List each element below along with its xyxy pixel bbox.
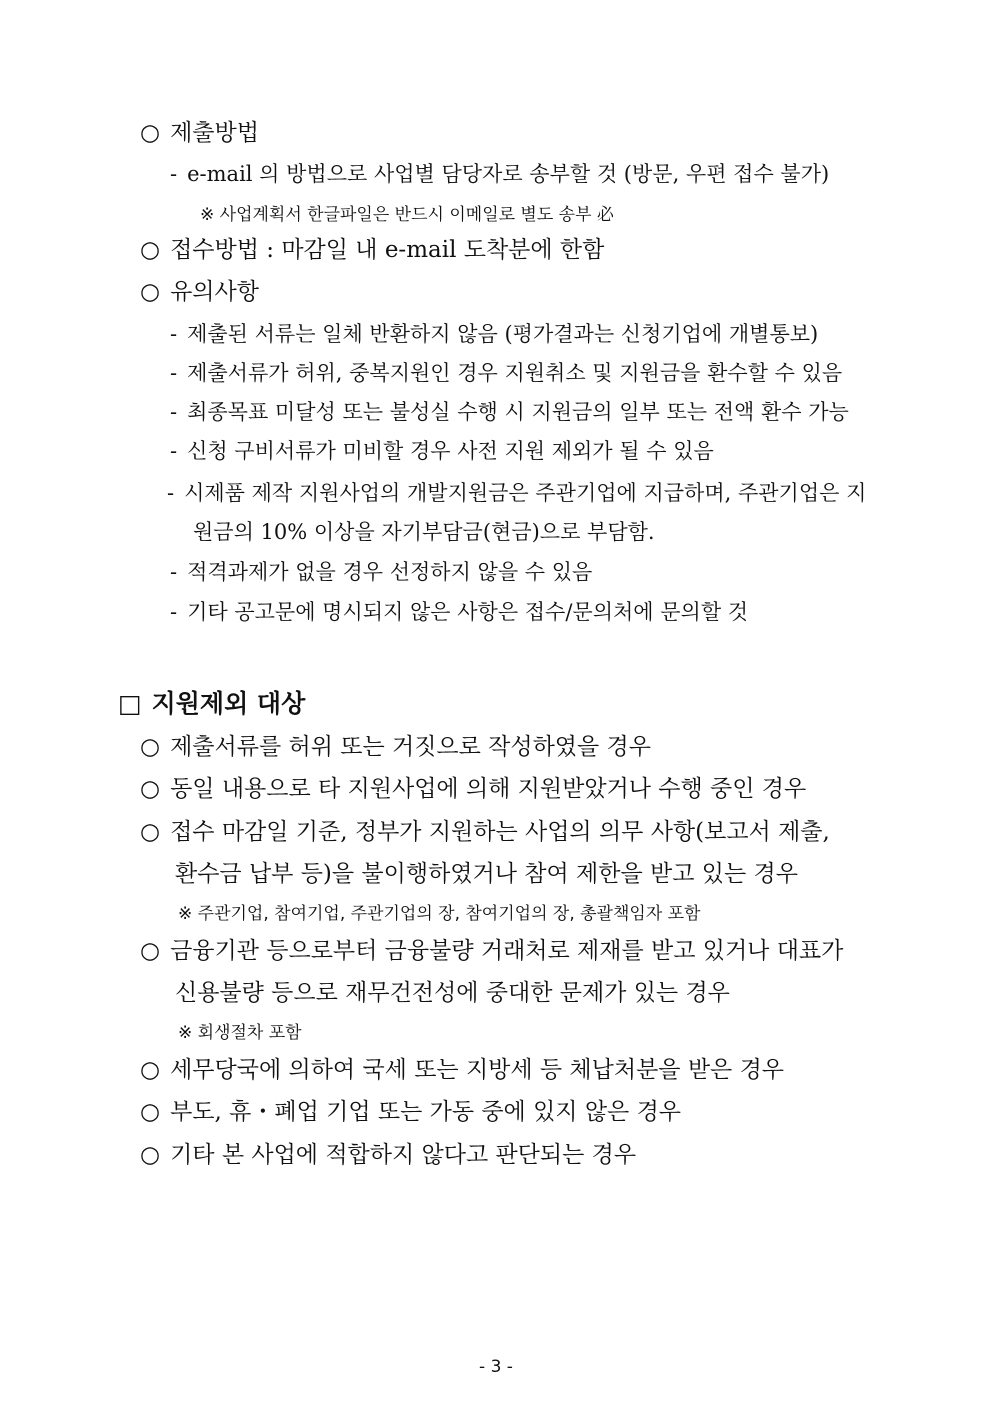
- caution-item: - 최종목표 미달성 또는 불성실 수행 시 지원금의 일부 또는 전액 환수 가능: [170, 400, 849, 424]
- box-bullet-icon: □: [118, 689, 142, 718]
- dash-bullet: -: [170, 322, 178, 346]
- dash-bullet: -: [170, 361, 178, 385]
- caution-item: - 신청 구비서류가 미비할 경우 사전 지원 제외가 될 수 있음: [170, 439, 714, 463]
- caution-item: - 제출서류가 허위, 중복지원인 경우 지원취소 및 지원금을 환수할 수 있음: [170, 361, 843, 385]
- circle-bullet-icon: ○: [140, 120, 161, 146]
- dash-bullet: -: [167, 481, 175, 505]
- exclusion-item: ○ 동일 내용으로 타 지원사업에 의해 지원받았거나 수행 중인 경우: [140, 776, 807, 802]
- caution-item-continuation: 원금의 10% 이상을 자기부담금(현금)으로 부담함.: [193, 520, 655, 544]
- circle-bullet-icon: ○: [140, 279, 161, 305]
- exclusion-item-continuation: 신용불량 등으로 재무건전성에 중대한 문제가 있는 경우: [175, 980, 730, 1006]
- exclusion-item: ○ 접수 마감일 기준, 정부가 지원하는 사업의 의무 사항(보고서 제출,: [140, 819, 830, 845]
- circle-bullet-icon: ○: [140, 1057, 161, 1083]
- caution-item: - 기타 공고문에 명시되지 않은 사항은 접수/문의처에 문의할 것: [170, 600, 749, 624]
- caution-item: - 제출된 서류는 일체 반환하지 않음 (평가결과는 신청기업에 개별통보): [170, 322, 819, 346]
- exclusion-item: ○ 부도, 휴・폐업 기업 또는 가동 중에 있지 않은 경우: [140, 1099, 682, 1125]
- exclusion-item: ○ 세무당국에 의하여 국세 또는 지방세 등 체납처분을 받은 경우: [140, 1057, 785, 1083]
- circle-bullet-icon: ○: [140, 938, 161, 964]
- exclusion-item: ○ 제출서류를 허위 또는 거짓으로 작성하였을 경우: [140, 734, 651, 760]
- exclusion-item-continuation: 환수금 납부 등)을 불이행하였거나 참여 제한을 받고 있는 경우: [175, 861, 798, 887]
- dash-bullet: -: [170, 600, 178, 624]
- circle-bullet-icon: ○: [140, 237, 161, 263]
- page-number: - 3 -: [479, 1357, 513, 1377]
- circle-bullet-icon: ○: [140, 734, 161, 760]
- dash-bullet: -: [170, 162, 178, 186]
- exclusion-item: ○ 금융기관 등으로부터 금융불량 거래처로 제재를 받고 있거나 대표가: [140, 938, 844, 964]
- circle-bullet-icon: ○: [140, 1142, 161, 1168]
- circle-bullet-icon: ○: [140, 776, 161, 802]
- exclusion-item: ○ 기타 본 사업에 적합하지 않다고 판단되는 경우: [140, 1142, 637, 1168]
- caution-item: - 적격과제가 없을 경우 선정하지 않을 수 있음: [170, 560, 593, 584]
- caution-item: - 시제품 제작 지원사업의 개발지원금은 주관기업에 지급하며, 주관기업은 지: [167, 481, 867, 505]
- submission-method-note: ※ 사업계획서 한글파일은 반드시 이메일로 별도 송부 必: [200, 205, 614, 225]
- dash-bullet: -: [170, 439, 178, 463]
- exclusion-note: ※ 주관기업, 참여기업, 주관기업의 장, 참여기업의 장, 총괄책임자 포함: [178, 904, 701, 924]
- exclusion-heading: □ 지원제외 대상: [118, 689, 306, 718]
- submission-method-item: - e-mail 의 방법으로 사업별 담당자로 송부할 것 (방문, 우편 접수 불가): [170, 162, 830, 186]
- dash-bullet: -: [170, 560, 178, 584]
- dash-bullet: -: [170, 400, 178, 424]
- submission-receipt: ○ 접수방법 : 마감일 내 e-mail 도착분에 한함: [140, 237, 605, 263]
- circle-bullet-icon: ○: [140, 819, 161, 845]
- circle-bullet-icon: ○: [140, 1099, 161, 1125]
- exclusion-note: ※ 회생절차 포함: [178, 1023, 302, 1043]
- submission-method-title: ○ 제출방법: [140, 120, 259, 146]
- caution-title: ○ 유의사항: [140, 279, 259, 305]
